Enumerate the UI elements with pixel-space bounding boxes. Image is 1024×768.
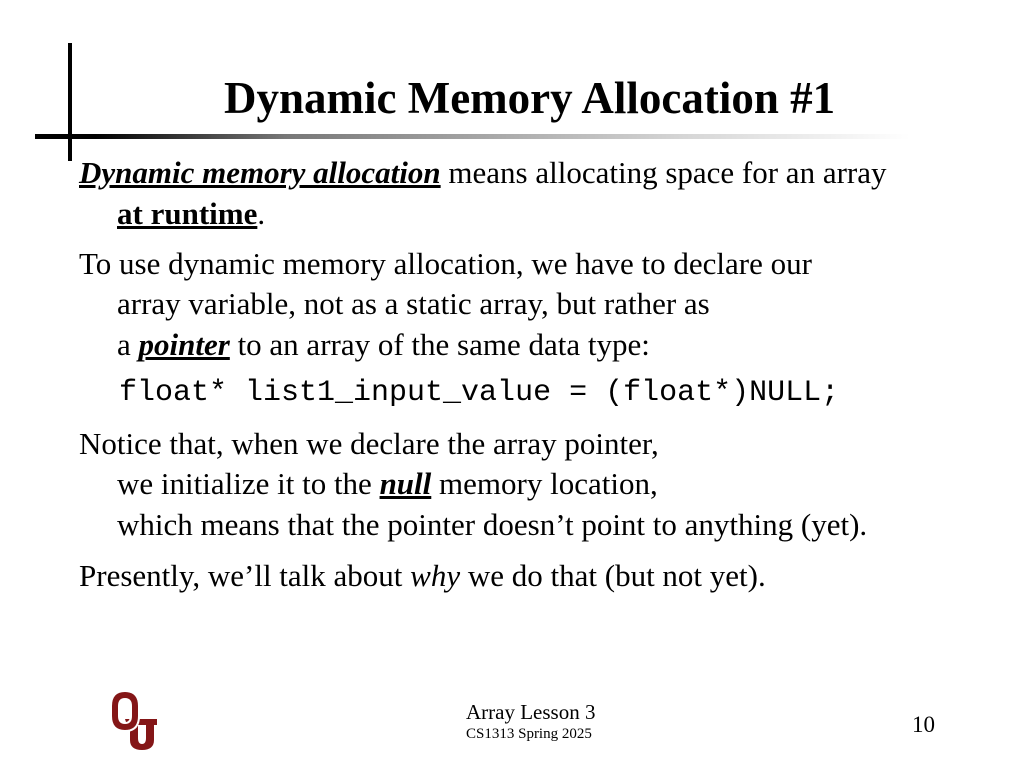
ou-logo-icon [109, 690, 157, 755]
paragraph-3-line-3: which means that the pointer doesn’t point to anything (yet). [117, 507, 868, 542]
paragraph-2-line-2: array variable, not as a static array, but rather as [117, 286, 710, 321]
footer-course: CS1313 Spring 2025 [466, 726, 592, 742]
paragraph-2-line-3-pre: a [117, 327, 139, 362]
page-number: 10 [912, 712, 935, 737]
paragraph-4-pre: Presently, we’ll talk about [79, 558, 411, 593]
paragraph-3-line-2-post: memory location, [431, 466, 658, 501]
emphasis-why: why [410, 558, 461, 593]
paragraph-3-line-1: Notice that, when we declare the array pointer, [79, 426, 659, 461]
term-at-runtime: at runtime [117, 196, 258, 231]
paragraph-3-line-2-pre: we initialize it to the [117, 466, 380, 501]
paragraph-1-text: means allocating space for an array [440, 155, 887, 190]
paragraph-2-line-1: To use dynamic memory allocation, we have to declare our [79, 246, 812, 281]
paragraph-4-post: we do that (but not yet). [460, 558, 766, 593]
paragraph-1-line-1 [79, 153, 886, 193]
paragraph-1-period: . [257, 196, 266, 231]
title-horizontal-rule [35, 134, 910, 139]
paragraph-2-line-3 [117, 325, 650, 365]
title-vertical-rule [68, 43, 72, 161]
paragraph-2-line-3-post: to an array of the same data type: [229, 327, 650, 362]
code-declaration: float* list1_input_value = (float*)NULL; [119, 376, 840, 410]
footer-lesson: Array Lesson 3 [466, 700, 596, 724]
paragraph-4 [79, 556, 766, 596]
term-null: null [379, 466, 432, 501]
paragraph-3-line-2 [117, 464, 658, 504]
paragraph-1-line-2 [117, 194, 265, 234]
ou-logo-o [111, 691, 139, 731]
ou-logo-svg [109, 690, 157, 750]
slide-title: Dynamic Memory Allocation #1 [224, 73, 836, 123]
term-pointer: pointer [138, 327, 230, 362]
term-dynamic-memory-allocation: Dynamic memory allocation [79, 155, 441, 190]
